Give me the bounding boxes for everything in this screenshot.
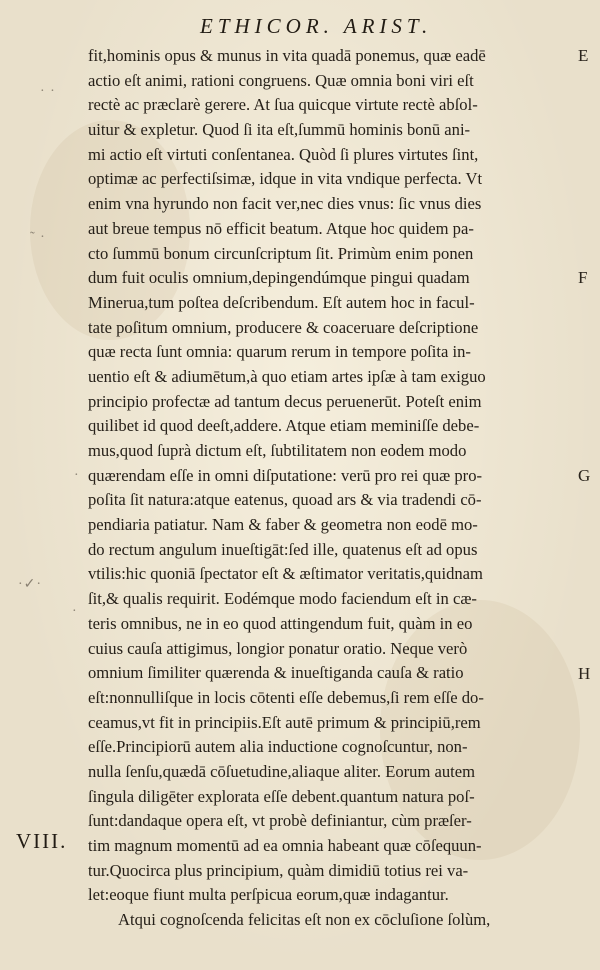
text-line: do rectum angulum inueſtigāt:ſed ille, quatenus eſt ad opus bbox=[88, 539, 478, 559]
text-line: pendiaria patiatur. Nam & faber & geometra non eodē mo- bbox=[88, 515, 478, 535]
margin-mark: ·✓· bbox=[18, 577, 43, 592]
margin-letter-e: E bbox=[578, 46, 589, 65]
text-line: quæ recta ſunt omnia: quarum rerum in tempore poſita in- bbox=[88, 342, 471, 362]
text-line: enim vna hyrundo non facit ver,nec dies vnus: ſic vnus dies bbox=[88, 194, 482, 214]
text-line: rectè ac præclarè gerere. At ſua quicque virtute rectè abſol- bbox=[88, 95, 478, 115]
text-line: ſit,& qualis requirit. Eodémque modo faciendum eſt in cæ- bbox=[88, 589, 477, 609]
text-line: dum fuit oculis omnium,depingendúmque pingui quadam bbox=[88, 268, 470, 288]
text-line: tim magnum momentū ad ea omnia habeant quæ cōſequun- bbox=[88, 836, 482, 855]
text-line: uitur & expletur. Quod ſi ita eſt,ſummū hominis bonū ani- bbox=[88, 120, 471, 140]
running-head: ETHICOR. ARIST. bbox=[200, 14, 433, 38]
text-line: nulla ſenſu,quædā cōſuetudine,aliaque aliter. Eorum autem bbox=[88, 761, 476, 781]
text-line: vtilis:hic quoniā ſpectator eſt & æſtimator veritatis,quidnam bbox=[88, 564, 483, 584]
text-line: omnium ſimiliter quærenda & inueſtiganda cauſa & ratio bbox=[88, 663, 464, 683]
text-line: quilibet id quod deeſt,addere. Atque etiam meminiſſe debe- bbox=[88, 416, 480, 436]
margin-mark: ˜ · bbox=[30, 230, 46, 245]
text-line: ſingula diligēter explorata eſſe debent.quantum natura poſ- bbox=[88, 786, 475, 806]
chapter-number: VIII. bbox=[16, 829, 68, 853]
text-line: ſunt:dandaque opera eſt, vt probè definiantur, cùm præſer- bbox=[88, 811, 472, 831]
text-line: Minerua,tum poſtea deſcribendum. Eſt autem hoc in facul- bbox=[88, 292, 475, 312]
text-line: optimæ ac perfectiſsimæ, idque in vita vndique perfecta. Vt bbox=[88, 169, 483, 189]
text-line: Atqui cognoſcenda felicitas eſt non ex cōcluſione ſolùm, bbox=[118, 910, 491, 930]
text-line: ceamus,vt fit in principiis.Eſt autē primum & principiū,rem bbox=[88, 712, 481, 732]
text-line: actio eſt animi, rationi congruens. Quæ omnia boni viri eſt bbox=[88, 70, 474, 90]
text-line: fit,hominis opus & munus in vita quadā ponemus, quæ eadē bbox=[88, 46, 486, 65]
text-line: aut breue tempus nō efficit beatum. Atque hoc quidem pa- bbox=[88, 218, 474, 238]
margin-mark: · · bbox=[40, 84, 56, 99]
text-line: principio profectæ ad tantum decus peruenerūt. Poteſt enim bbox=[88, 391, 482, 411]
margin-letter-h: H bbox=[578, 664, 591, 683]
text-line: poſita ſit natura:atque eatenus, quoad ars & via tradendi cō- bbox=[88, 490, 482, 510]
margin-mark: · bbox=[74, 468, 80, 483]
text-line: uentio eſt & adiumētum,à quo etiam artes ipſæ à tam exiguo bbox=[88, 366, 486, 386]
text-line: mus,quod ſuprà dictum eſt, ſubtilitatem non eodem modo bbox=[88, 441, 467, 460]
text-line: teris omnibus, ne in eo quod attingendum fuit, quàm in eo bbox=[88, 613, 473, 633]
text-line: let:eoque fiunt multa perſpicua eorum,quæ indagantur. bbox=[88, 885, 449, 905]
margin-letter-g: G bbox=[578, 466, 591, 485]
text-line: eſt:nonnulliſque in locis cōtenti eſſe debemus,ſi rem eſſe do- bbox=[88, 687, 484, 707]
text-line: cto ſummū bonum circunſcriptum ſit. Primùm enim ponen bbox=[88, 243, 474, 263]
margin-mark: · bbox=[72, 604, 78, 619]
body-text bbox=[88, 44, 570, 933]
text-line: tate poſitum omnium, producere & coaceruare deſcriptione bbox=[88, 317, 479, 337]
text-line: cuius cauſa attigimus, longior ponatur oratio. Neque verò bbox=[88, 638, 468, 658]
text-line: eſſe.Principiorū autem alia inductione cognoſcuntur, non- bbox=[88, 737, 468, 757]
margin-letter-f: F bbox=[578, 268, 588, 287]
text-line: tur.Quocirca plus principium, quàm dimidiū totius rei va- bbox=[88, 860, 469, 880]
text-line: quærendam eſſe in omni diſputatione: verū pro rei quæ pro- bbox=[88, 465, 483, 485]
text-line: mi actio eſt virtuti conſentanea. Quòd ſi plures virtutes ſint, bbox=[88, 144, 479, 164]
